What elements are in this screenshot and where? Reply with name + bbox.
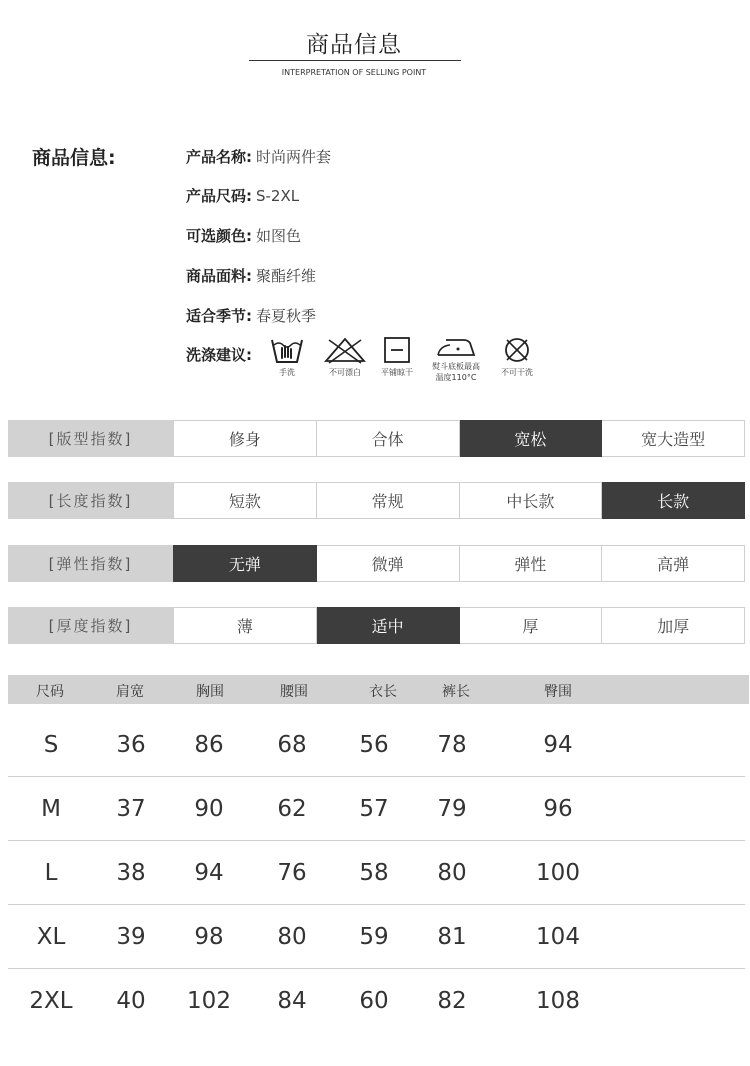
wash-item (426, 336, 486, 383)
info-key: 可选颜色: (186, 227, 252, 245)
info-value: 时尚两件套 (256, 148, 332, 166)
table-cell: 56 (359, 732, 389, 758)
table-cell: 39 (116, 924, 146, 950)
info-value: 春夏秋季 (256, 307, 317, 325)
column-header: 肩宽 (116, 684, 144, 700)
no-bleach-icon (323, 336, 367, 364)
wash-item (268, 336, 306, 378)
table-cell: 59 (359, 924, 389, 950)
table-cell: 96 (543, 796, 573, 822)
table-cell: 62 (277, 796, 307, 822)
index-label: [厚度指数] (8, 607, 173, 644)
table-row (8, 713, 745, 777)
table-cell: 94 (543, 732, 573, 758)
length-index-row (8, 482, 745, 519)
wash-item (321, 336, 369, 378)
table-row (8, 777, 745, 841)
table-cell: 86 (194, 732, 224, 758)
table-cell: 84 (277, 988, 307, 1014)
info-value: 聚酯纤维 (256, 267, 317, 285)
column-header: 尺码 (36, 684, 64, 700)
info-row-name (186, 146, 331, 167)
index-option: 修身 (173, 420, 317, 457)
index-option: 常规 (317, 482, 460, 519)
table-cell: 90 (194, 796, 224, 822)
index-option: 加厚 (602, 607, 745, 644)
index-option: 无弹 (173, 545, 317, 582)
index-option: 厚 (460, 607, 603, 644)
table-cell: 40 (116, 988, 146, 1014)
index-option: 适中 (317, 607, 460, 644)
table-cell: 108 (536, 988, 580, 1014)
table-cell: 81 (437, 924, 467, 950)
table-cell: 60 (359, 988, 389, 1014)
info-value: S-2XL (256, 187, 300, 205)
index-label: [版型指数] (8, 420, 173, 457)
index-option: 宽大造型 (602, 420, 745, 457)
table-cell: 98 (194, 924, 224, 950)
info-key: 产品尺码: (186, 187, 252, 205)
info-label: 商品信息: (32, 147, 116, 169)
table-cell: 104 (536, 924, 580, 950)
index-option: 长款 (602, 482, 745, 519)
index-label: [长度指数] (8, 482, 173, 519)
wash-caption: 手洗 (279, 368, 295, 377)
table-cell: 37 (116, 796, 146, 822)
index-option: 微弹 (317, 545, 460, 582)
section-title: 商品信息 (306, 32, 402, 58)
table-cell: L (44, 860, 58, 886)
size-table-header (8, 675, 749, 704)
table-cell: 38 (116, 860, 146, 886)
index-option: 合体 (317, 420, 460, 457)
wash-caption: 平铺晾干 (381, 368, 413, 377)
info-key: 商品面料: (186, 267, 252, 285)
index-option: 中长款 (460, 482, 603, 519)
table-cell: 78 (437, 732, 467, 758)
info-row-wash (186, 344, 252, 365)
column-header: 腰围 (280, 684, 308, 700)
wash-caption: 不可干洗 (501, 368, 533, 377)
thickness-index-row (8, 607, 745, 644)
table-cell: 2XL (29, 988, 73, 1014)
info-key: 适合季节: (186, 307, 252, 325)
wash-item (494, 336, 540, 378)
elasticity-index-row (8, 545, 745, 582)
wash-item (374, 336, 420, 378)
info-row-season (186, 305, 316, 326)
dry-flat-icon (382, 336, 412, 364)
index-label: [弹性指数] (8, 545, 173, 582)
section-subtitle: INTERPRETATION OF SELLING POINT (281, 68, 427, 77)
no-dry-clean-icon (502, 336, 532, 364)
table-row (8, 969, 745, 1033)
column-header: 裤长 (442, 684, 470, 700)
table-cell: 80 (437, 860, 467, 886)
table-cell: M (41, 796, 61, 822)
table-cell: 57 (359, 796, 389, 822)
table-row (8, 905, 745, 969)
table-cell: 79 (437, 796, 467, 822)
index-option: 宽松 (460, 420, 603, 457)
hand-wash-icon (270, 336, 304, 364)
fit-index-row (8, 420, 745, 457)
table-cell: 100 (536, 860, 580, 886)
table-cell: XL (36, 924, 66, 950)
column-header: 衣长 (369, 684, 397, 700)
table-cell: 80 (277, 924, 307, 950)
info-row-size (186, 185, 299, 206)
index-option: 短款 (173, 482, 317, 519)
wash-caption: 熨斗底板最高 (432, 362, 480, 371)
table-cell: 102 (187, 988, 231, 1014)
info-key: 产品名称: (186, 148, 252, 166)
index-option: 薄 (173, 607, 317, 644)
table-cell: 36 (116, 732, 146, 758)
table-cell: S (43, 732, 59, 758)
info-row-fabric (186, 265, 316, 286)
info-key: 洗涤建议: (186, 346, 252, 364)
table-cell: 76 (277, 860, 307, 886)
index-option: 弹性 (460, 545, 603, 582)
table-cell: 82 (437, 988, 467, 1014)
column-header: 胸围 (196, 684, 224, 700)
info-value: 如图色 (256, 227, 302, 245)
column-header: 臀围 (544, 684, 572, 700)
title-divider (249, 60, 461, 61)
table-cell: 68 (277, 732, 307, 758)
wash-caption: 温度110°C (435, 373, 477, 382)
index-option: 高弹 (602, 545, 745, 582)
iron-icon (434, 336, 478, 358)
wash-caption: 不可漂白 (329, 368, 361, 377)
table-row (8, 841, 745, 905)
table-cell: 94 (194, 860, 224, 886)
info-row-color (186, 225, 301, 246)
table-cell: 58 (359, 860, 389, 886)
